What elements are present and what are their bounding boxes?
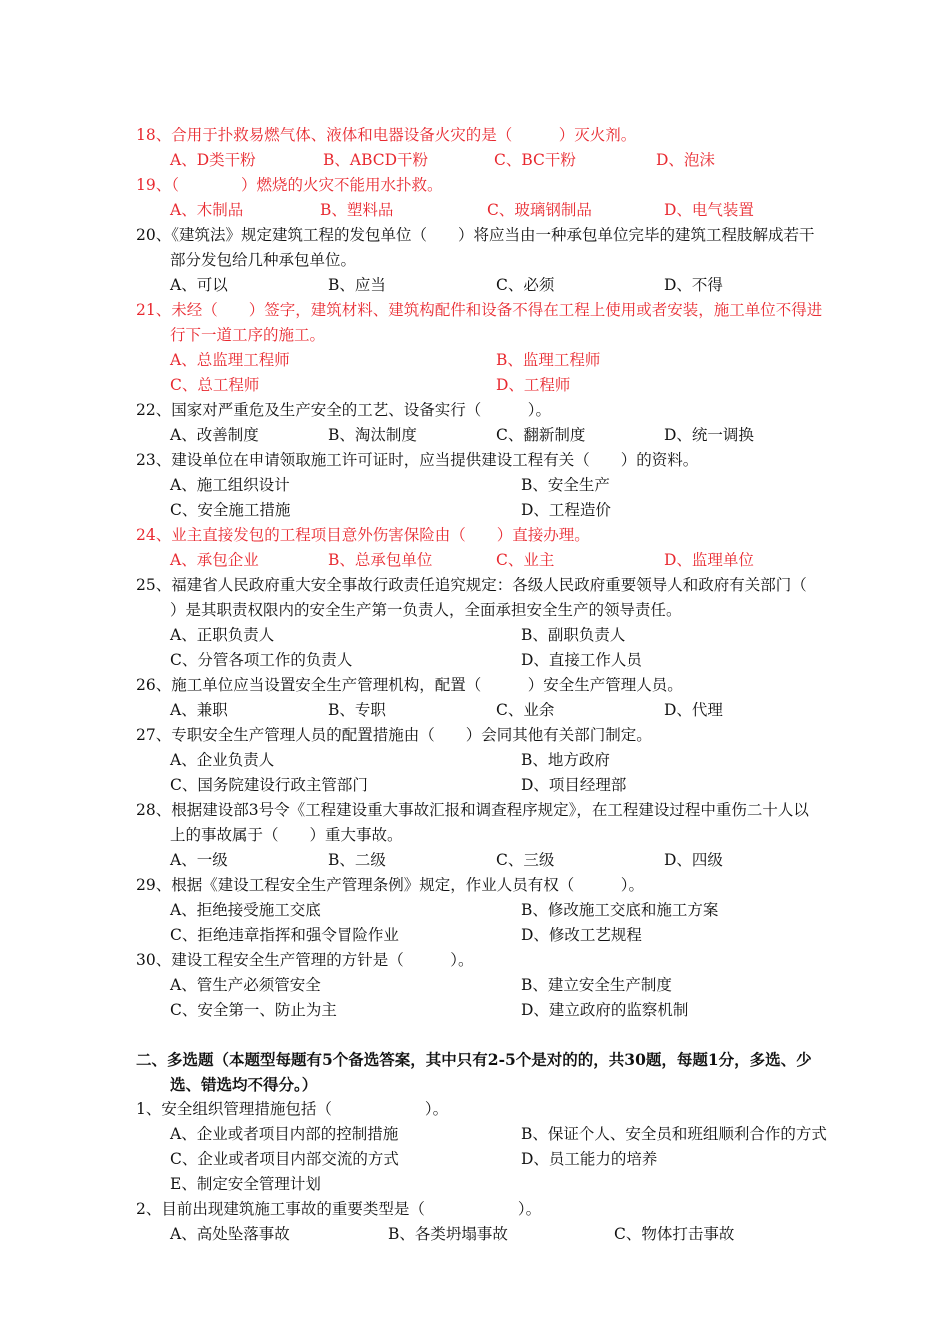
option-d: D、项目经理部	[521, 776, 627, 794]
question-29	[136, 873, 884, 898]
option-b: B、副职负责人	[521, 626, 626, 644]
multi-question-2	[136, 1197, 884, 1222]
question-27	[136, 723, 884, 748]
question-21-continued: 行下一道工序的施工。	[170, 326, 326, 344]
option-b: B、淘汰制度	[328, 426, 417, 444]
option-c: C、国务院建设行政主管部门	[170, 776, 368, 794]
question-26-options	[170, 698, 884, 723]
question-text: （ ）燃烧的火灾不能用水扑救。	[171, 176, 443, 194]
question-number: 25、	[136, 576, 172, 594]
option-c: C、安全施工措施	[170, 501, 291, 519]
question-text: 建设工程安全生产管理的方针是（ ）。	[171, 951, 474, 969]
option-c: C、BC干粉	[494, 151, 576, 169]
option-b: B、ABCD干粉	[323, 151, 429, 169]
option-d: D、代理	[664, 701, 723, 719]
question-25	[136, 573, 884, 598]
question-21-options-row1	[170, 348, 884, 373]
option-b: B、建立安全生产制度	[521, 976, 672, 994]
option-a: A、D类干粉	[170, 151, 256, 169]
option-e: E、制定安全管理计划	[170, 1175, 321, 1193]
multi-question-1-options-row3	[170, 1172, 884, 1197]
option-a: A、改善制度	[170, 426, 259, 444]
question-27-options-row2	[170, 773, 884, 798]
question-19-options	[170, 198, 884, 223]
option-a: A、管生产必须管安全	[170, 976, 321, 994]
option-d: D、修改工艺规程	[521, 926, 642, 944]
question-26	[136, 673, 884, 698]
question-number: 28、	[136, 801, 172, 819]
option-b: B、总承包单位	[328, 551, 433, 569]
question-25-options-row2	[170, 648, 884, 673]
option-b: B、修改施工交底和施工方案	[521, 901, 719, 919]
option-a: A、施工组织设计	[170, 476, 290, 494]
question-number: 20、	[136, 226, 172, 244]
option-b: B、监理工程师	[496, 351, 601, 369]
question-text: 专职安全生产管理人员的配置措施由（ ）会同其他有关部门制定。	[171, 726, 652, 744]
question-22-options	[170, 423, 884, 448]
section-2-title	[136, 1047, 886, 1097]
question-number: 24、	[136, 526, 172, 544]
option-c: C、必须	[496, 276, 555, 294]
question-28-continued: 上的事故属于（ ）重大事故。	[170, 826, 403, 844]
option-b: B、应当	[328, 276, 386, 294]
option-d: D、电气装置	[664, 201, 754, 219]
option-a: A、承包企业	[170, 551, 259, 569]
question-21	[136, 298, 884, 323]
section-title-line1: 二、多选题（本题型每题有5个备选答案，其中只有2-5个是对的的，共30题，每题1分，多选、少	[136, 1050, 812, 1069]
question-28	[136, 798, 884, 823]
question-19	[136, 173, 884, 198]
question-28-options	[170, 848, 884, 873]
question-text: 合用于扑救易燃气体、液体和电器设备火灾的是（ ）灭火剂。	[171, 126, 637, 144]
question-text: 国家对严重危及生产安全的工艺、设备实行（ ）。	[171, 401, 551, 419]
option-a: A、一级	[170, 851, 228, 869]
option-c: C、玻璃钢制品	[487, 201, 592, 219]
question-text: 业主直接发包的工程项目意外伤害保险由（ ）直接办理。	[171, 526, 590, 544]
question-number: 21、	[136, 301, 172, 319]
question-number: 26、	[136, 676, 172, 694]
question-text: 建设单位在申请领取施工许可证时，应当提供建设工程有关（ ）的资料。	[171, 451, 699, 469]
question-30-options-row1	[170, 973, 884, 998]
question-23-options-row2	[170, 498, 884, 523]
multi-question-1-options-row1	[170, 1122, 884, 1147]
section-title-line2: 选、错选均不得分。）	[170, 1075, 318, 1094]
question-number: 19、	[136, 176, 172, 194]
question-22	[136, 398, 884, 423]
option-d: D、不得	[664, 276, 723, 294]
question-number: 29、	[136, 876, 172, 894]
option-d: D、员工能力的培养	[521, 1150, 658, 1168]
question-18	[136, 123, 884, 148]
option-b: B、保证个人、安全员和班组顺利合作的方式	[521, 1125, 827, 1143]
question-text: 根据《建设工程安全生产管理条例》规定，作业人员有权（ ）。	[171, 876, 644, 894]
option-b: B、地方政府	[521, 751, 610, 769]
question-30	[136, 948, 884, 973]
question-30-options-row2	[170, 998, 884, 1023]
question-text: 根据建设部3号令《工程建设重大事故汇报和调查程序规定》，在工程建设过程中重伤二十人以	[171, 801, 809, 819]
option-b: B、安全生产	[521, 476, 610, 494]
option-d: D、工程师	[496, 376, 571, 394]
option-c: C、三级	[496, 851, 555, 869]
question-24-options	[170, 548, 884, 573]
question-20-continued: 部分发包给几种承包单位。	[170, 251, 357, 269]
option-a: A、企业负责人	[170, 751, 275, 769]
question-21-options-row2	[170, 373, 884, 398]
option-c: C、拒绝违章指挥和强令冒险作业	[170, 926, 399, 944]
question-text: 未经（ ）签字，建筑材料、建筑构配件和设备不得在工程上使用或者安装，施工单位不得进	[171, 301, 823, 319]
option-c: C、总工程师	[170, 376, 260, 394]
option-a: A、企业或者项目内部的控制措施	[170, 1125, 399, 1143]
option-c: C、业余	[496, 701, 555, 719]
question-number: 30、	[136, 951, 172, 969]
option-c: C、企业或者项目内部交流的方式	[170, 1150, 399, 1168]
option-b: B、专职	[328, 701, 386, 719]
option-c: C、业主	[496, 551, 555, 569]
question-text: 福建省人民政府重大安全事故行政责任追究规定：各级人民政府重要领导人和政府有关部门（	[171, 576, 807, 594]
question-20-options	[170, 273, 884, 298]
option-a: A、兼职	[170, 701, 228, 719]
option-a: A、木制品	[170, 201, 244, 219]
option-d: D、监理单位	[664, 551, 754, 569]
option-a: A、总监理工程师	[170, 351, 290, 369]
option-a: A、高处坠落事故	[170, 1225, 290, 1243]
option-d: D、泡沫	[656, 151, 715, 169]
option-b: B、二级	[328, 851, 386, 869]
option-c: C、物体打击事故	[614, 1225, 735, 1243]
question-number: 22、	[136, 401, 172, 419]
multi-question-1-options-row2	[170, 1147, 884, 1172]
question-text: 安全组织管理措施包括（ ）。	[161, 1100, 449, 1118]
question-number: 27、	[136, 726, 172, 744]
question-number: 23、	[136, 451, 172, 469]
multi-question-2-options	[170, 1222, 884, 1247]
option-d: D、建立政府的监察机制	[521, 1001, 689, 1019]
question-18-options	[170, 148, 884, 173]
question-text: 目前出现建筑施工事故的重要类型是（ ）。	[161, 1200, 542, 1218]
option-c: C、翻新制度	[496, 426, 586, 444]
option-d: D、四级	[664, 851, 723, 869]
question-number: 2、	[136, 1200, 162, 1218]
option-a: A、可以	[170, 276, 228, 294]
question-25-options-row1	[170, 623, 884, 648]
option-a: A、拒绝接受施工交底	[170, 901, 321, 919]
question-text: 《建筑法》规定建筑工程的发包单位（ ）将应当由一种承包单位完毕的建筑工程肢解成若干	[171, 226, 815, 244]
question-20	[136, 223, 884, 248]
question-29-options-row2	[170, 923, 884, 948]
question-text: 施工单位应当设置安全生产管理机构，配置（ ）安全生产管理人员。	[171, 676, 683, 694]
question-29-options-row1	[170, 898, 884, 923]
question-24	[136, 523, 884, 548]
option-d: D、工程造价	[521, 501, 611, 519]
option-a: A、正职负责人	[170, 626, 275, 644]
question-27-options-row1	[170, 748, 884, 773]
option-c: C、安全第一、防止为主	[170, 1001, 337, 1019]
multi-question-1	[136, 1097, 884, 1122]
question-23	[136, 448, 884, 473]
option-d: D、直接工作人员	[521, 651, 642, 669]
question-25-continued: ）是其职责权限内的安全生产第一负责人，全面承担安全生产的领导责任。	[170, 601, 682, 619]
option-b: B、塑料品	[320, 201, 394, 219]
question-number: 18、	[136, 126, 172, 144]
option-b: B、各类坍塌事故	[388, 1225, 508, 1243]
option-d: D、统一调换	[664, 426, 754, 444]
option-c: C、分管各项工作的负责人	[170, 651, 353, 669]
question-23-options-row1	[170, 473, 884, 498]
question-number: 1、	[136, 1100, 162, 1118]
